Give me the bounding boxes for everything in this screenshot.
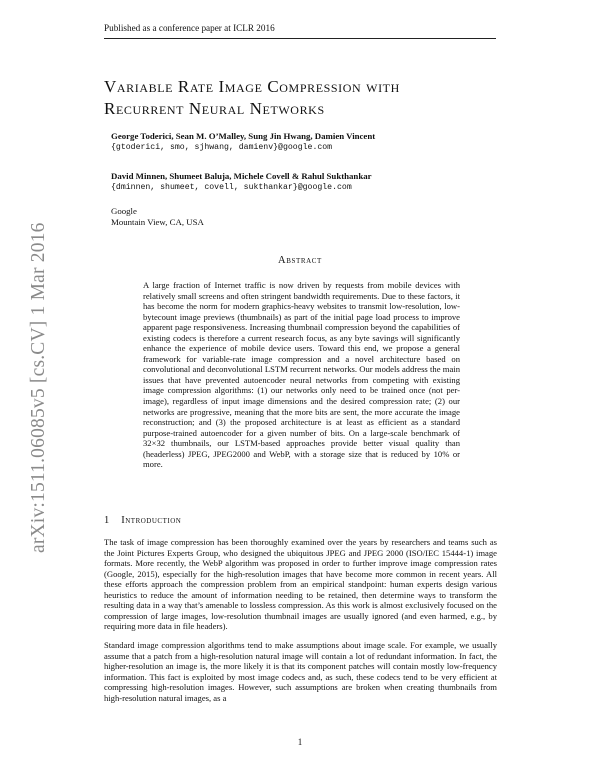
page-header: Published as a conference paper at ICLR 2016	[104, 23, 275, 33]
author-emails: {dminnen, shumeet, covell, sukthankar}@google.com	[111, 183, 352, 192]
author-emails: {gtoderici, smo, sjhwang, damienv}@google.com	[111, 143, 333, 152]
affiliation-org: Google	[111, 206, 137, 216]
section-title: Introduction	[121, 515, 182, 526]
title-line-1: Variable Rate Image Compression with	[104, 77, 400, 96]
affiliation-location: Mountain View, CA, USA	[111, 217, 204, 227]
author-names: David Minnen, Shumeet Baluja, Michele Covell & Rahul Sukthankar	[111, 171, 372, 181]
header-rule	[104, 38, 496, 39]
affiliation	[111, 206, 204, 228]
section-heading	[104, 515, 181, 526]
author-group-1	[111, 131, 375, 153]
title-line-2: Recurrent Neural Networks	[104, 99, 325, 118]
abstract-body: A large fraction of Internet traffic is now driven by requests from mobile devices with relatively small screens and often stringent bandwidth requirements. Due to these factors, it has become the norm for modern graphics-heavy websites to transmit low-resolution, low-bytecount image previews (thumbnails) as part of the initial page load process to improve apparent page responsiveness. Increasing thumbnail compression beyond the capabilities of existing codecs is therefore a current research focus, as any byte savings will significantly enhance the experience of mobile device users. Toward this end, we propose a general framework for variable-rate image compression and a novel architecture based on convolutional and deconvolutional LSTM recurrent networks. Our models address the main issues that have prevented autoencoder neural networks from competing with existing image compression algorithms: (1) our networks only need to be trained once (not per-image), regardless of input image dimensions and the desired compression rate; (2) our networks are progressive, meaning that the more bits are sent, the more accurate the image reconstruction; and (3) the proposed architecture is at least as efficient as a standard purpose-trained autoencoder for a given number of bits. On a large-scale benchmark of 32×32 thumbnails, our LSTM-based approaches provide better visual quality than (headerless) JPEG, JPEG2000 and WebP, with a storage size that is reduced by 10% or more.	[143, 280, 460, 470]
author-names: George Toderici, Sean M. O’Malley, Sung Jin Hwang, Damien Vincent	[111, 131, 376, 141]
author-group-2	[111, 171, 372, 193]
section-number: 1	[104, 515, 110, 526]
body-paragraph-2: Standard image compression algorithms tend to make assumptions about image scale. For example, we usually assume that a patch from a high-resolution natural image will contain a lot of redundant information. In fact, the higher-resolution an image is, the more likely it is that its component patches will contain mostly low-frequency information. This fact is exploited by most image codecs and, as such, these codecs tend to be very efficient at compressing high-resolution images. However, such assumptions are broken when creating thumbnails from high-resolution natural images, as a	[104, 640, 497, 703]
page-number: 1	[297, 737, 303, 747]
abstract-heading: Abstract	[278, 255, 322, 266]
arxiv-stamp: arXiv:1511.06085v5 [cs.CV] 1 Mar 2016	[28, 222, 49, 553]
body-paragraph-1: The task of image compression has been thoroughly examined over the years by researchers and teams such as the Joint Pictures Experts Group, who designed the ubiquitous JPEG and JPEG 2000 (ISO/IEC 15444-1) image formats. More recently, the WebP algorithm was proposed in order to further improve image compression rates (Google, 2015), especially for the high-resolution images that have become more common in recent years. All these efforts approach the compression problem from an empirical standpoint: human experts design various heuristics to reduce the amount of information needing to be retained, then determine ways to transform the resulting data in a way that’s amenable to lossless compression. As this work is almost exclusively focused on the compression of large images, low-resolution thumbnail images are usually ignored (and even harmed, e.g., by requiring more data in file headers).	[104, 537, 497, 632]
paper-title	[104, 76, 504, 120]
